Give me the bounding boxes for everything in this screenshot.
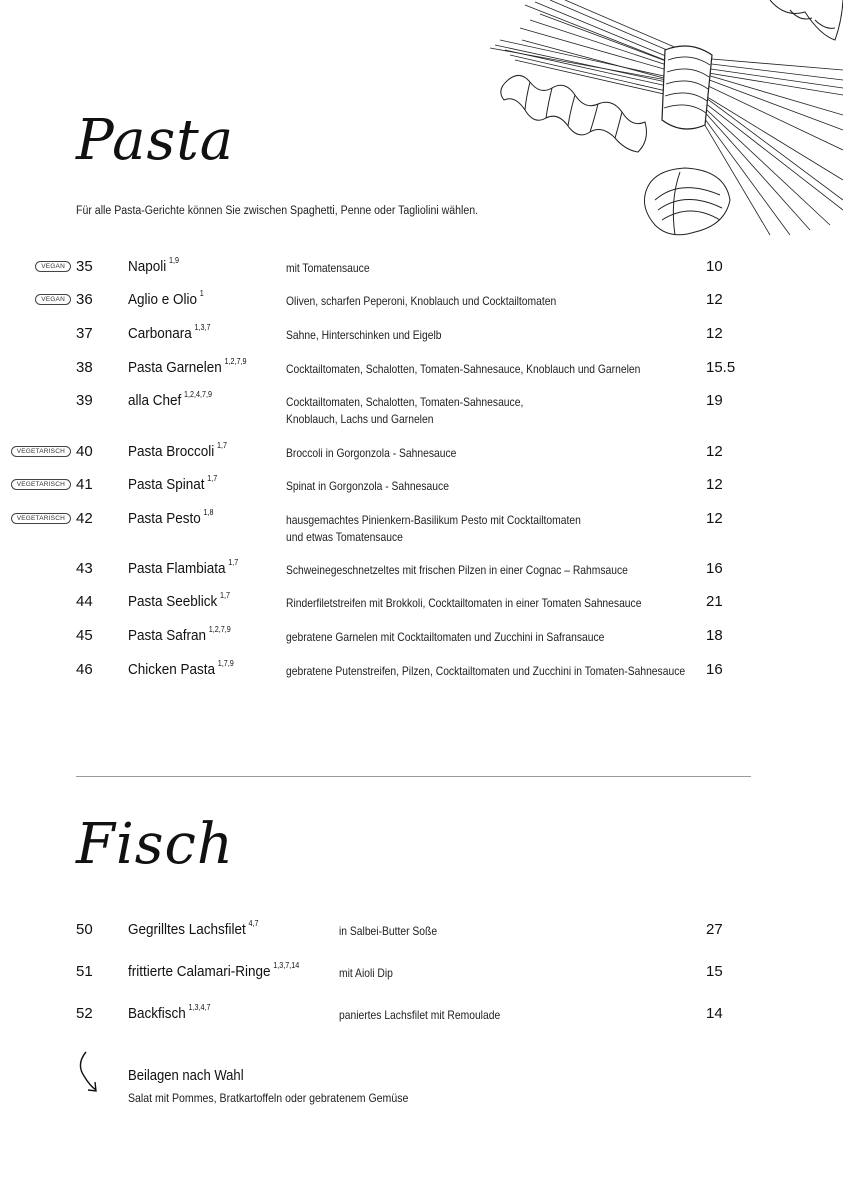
item-description: [286, 562, 628, 579]
item-name: [128, 476, 217, 493]
item-description-line1: Sahne, Hinterschinken und Eigelb: [286, 328, 442, 342]
item-price: 12: [706, 510, 723, 527]
fisch-section-title: Fisch: [76, 812, 234, 877]
item-description: [286, 478, 449, 495]
item-name-text: Pasta Broccoli: [128, 443, 215, 460]
menu-item-row: [0, 661, 843, 691]
menu-item-row: [0, 508, 843, 544]
item-number: 50: [76, 921, 93, 938]
shell-pasta-icon: [644, 168, 730, 235]
item-name-text: Pasta Seeblick: [128, 593, 218, 610]
menu-item-row: [0, 1005, 843, 1035]
item-name-text: Carbonara: [128, 325, 192, 342]
item-description: [286, 512, 581, 546]
item-description-line1: hausgemachtes Pinienkern-Basilikum Pesto mit Cocktailtomaten: [286, 513, 581, 527]
menu-item-row: [0, 560, 843, 590]
pasta-intro-text: Für alle Pasta-Gerichte können Sie zwischen Spaghetti, Penne oder Tagliolini wählen.: [76, 205, 479, 217]
menu-item-row: [0, 443, 843, 473]
item-description: [286, 260, 370, 277]
diet-badge: VEGETARISCH: [11, 479, 71, 490]
item-description: [286, 445, 456, 462]
item-name: [128, 258, 179, 275]
item-name: [128, 325, 211, 342]
item-name-text: Pasta Safran: [128, 627, 207, 644]
item-number: 46: [76, 661, 93, 678]
item-name: [128, 291, 204, 308]
item-name-text: Pasta Spinat: [128, 476, 205, 493]
farfalle-icon: [770, 0, 843, 40]
item-name-text: Backfisch: [128, 1005, 186, 1022]
item-name-text: Pasta Garnelen: [128, 359, 222, 376]
item-number: 40: [76, 443, 93, 460]
item-name: [128, 510, 214, 527]
item-price: 12: [706, 443, 723, 460]
allergen-codes: 1,2,7,9: [208, 625, 231, 634]
item-name: [128, 1005, 211, 1022]
diet-badge: VEGAN: [35, 294, 71, 305]
item-description-line1: Spinat in Gorgonzola - Sahnesauce: [286, 479, 449, 493]
item-description: [286, 595, 641, 612]
diet-badge: VEGAN: [35, 261, 71, 272]
allergen-codes: 1,2,7,9: [224, 357, 247, 366]
allergen-codes: 4,7: [248, 919, 259, 928]
pasta-section-title: Pasta: [76, 108, 235, 173]
item-description: paniertes Lachsfilet mit Remoulade: [339, 1008, 501, 1022]
item-name-text: alla Chef: [128, 392, 182, 409]
item-price: 12: [706, 325, 723, 342]
beilagen-title: Beilagen nach Wahl: [128, 1068, 244, 1084]
item-number: 51: [76, 963, 93, 980]
item-price: 14: [706, 1005, 723, 1022]
item-name-text: Chicken Pasta: [128, 661, 216, 678]
item-description-line1: gebratene Garnelen mit Cocktailtomaten und Zucchini in Safransauce: [286, 630, 605, 644]
item-description-line1: Cocktailtomaten, Schalotten, Tomaten-Sahnesauce, Knoblauch und Garnelen: [286, 362, 641, 376]
item-description-line1: Cocktailtomaten, Schalotten, Tomaten-Sahnesauce,: [286, 395, 524, 409]
menu-item-row: [0, 963, 843, 993]
allergen-codes: 1,3,7,14: [273, 961, 300, 970]
item-description-line1: Schweinegeschnetzeltes mit frischen Pilzen in einer Cognac – Rahmsauce: [286, 563, 628, 577]
item-name: [128, 593, 230, 610]
item-description: [286, 394, 523, 428]
item-price: 19: [706, 392, 723, 409]
beilagen-text: Salat mit Pommes, Bratkartoffeln oder gebratenem Gemüse: [128, 1091, 409, 1105]
menu-item-row: [0, 921, 843, 951]
menu-item-row: [0, 359, 843, 389]
menu-item-row: [0, 476, 843, 506]
item-description-line1: Broccoli in Gorgonzola - Sahnesauce: [286, 446, 457, 460]
item-name: [128, 921, 259, 938]
allergen-codes: 1: [199, 289, 204, 298]
item-description-line1: gebratene Putenstreifen, Pilzen, Cocktailtomaten und Zucchini in Tomaten-Sahnesauce: [286, 664, 686, 678]
menu-item-row: [0, 390, 843, 426]
menu-item-row: [0, 258, 843, 288]
item-description: [286, 663, 685, 680]
item-description: mit Aioli Dip: [339, 966, 393, 980]
item-number: 43: [76, 560, 93, 577]
item-description: [286, 629, 604, 646]
item-description: in Salbei-Butter Soße: [339, 924, 438, 938]
allergen-codes: 1,3,7: [194, 323, 211, 332]
item-name: [128, 963, 299, 980]
menu-item-row: [0, 291, 843, 321]
item-name: [128, 560, 238, 577]
item-description-line2: Knoblauch, Lachs und Garnelen: [286, 412, 434, 426]
allergen-codes: 1,7: [228, 558, 239, 567]
item-number: 35: [76, 258, 93, 275]
item-number: 42: [76, 510, 93, 527]
item-description-line2: und etwas Tomatensauce: [286, 530, 403, 544]
allergen-codes: 1,7,9: [217, 659, 234, 668]
menu-item-row: [0, 627, 843, 657]
fusilli-icon: [501, 75, 647, 152]
item-number: 41: [76, 476, 93, 493]
item-price: 15.5: [706, 359, 736, 376]
allergen-codes: 1,7: [207, 474, 218, 483]
pasta-illustration-icon: [490, 0, 843, 250]
item-number: 38: [76, 359, 93, 376]
item-number: 52: [76, 1005, 93, 1022]
item-description-line1: mit Tomatensauce: [286, 261, 370, 275]
diet-badge: VEGETARISCH: [11, 513, 71, 524]
allergen-codes: 1,7: [220, 591, 231, 600]
allergen-codes: 1,2,4,7,9: [183, 390, 213, 399]
item-name-text: Aglio e Olio: [128, 291, 198, 308]
diet-badge: VEGETARISCH: [11, 446, 71, 457]
allergen-codes: 1,7: [216, 441, 227, 450]
item-description: [286, 327, 441, 344]
item-price: 18: [706, 627, 723, 644]
item-number: 44: [76, 593, 93, 610]
item-name: [128, 443, 227, 460]
item-name-text: Pasta Pesto: [128, 510, 201, 527]
item-name-text: frittierte Calamari-Ringe: [128, 963, 271, 980]
allergen-codes: 1,8: [203, 508, 214, 517]
item-name-text: Pasta Flambiata: [128, 560, 226, 577]
section-divider: [76, 776, 751, 777]
item-name: [128, 627, 231, 644]
item-name: [128, 661, 234, 678]
item-number: 45: [76, 627, 93, 644]
item-name: [128, 359, 247, 376]
item-price: 27: [706, 921, 723, 938]
item-description-line1: Oliven, scharfen Peperoni, Knoblauch und Cocktailtomaten: [286, 294, 557, 308]
item-description-line1: Rinderfiletstreifen mit Brokkoli, Cocktailtomaten in einer Tomaten Sahnesauce: [286, 596, 642, 610]
item-price: 16: [706, 560, 723, 577]
curved-arrow-icon: [78, 1050, 104, 1094]
item-price: 16: [706, 661, 723, 678]
item-description: [286, 293, 556, 310]
item-price: 10: [706, 258, 723, 275]
item-number: 37: [76, 325, 93, 342]
item-name-text: Napoli: [128, 258, 167, 275]
item-name: [128, 392, 212, 409]
item-name-text: Gegrilltes Lachsfilet: [128, 921, 246, 938]
menu-item-row: [0, 593, 843, 623]
item-description: [286, 361, 640, 378]
item-price: 15: [706, 963, 723, 980]
item-number: 36: [76, 291, 93, 308]
item-price: 12: [706, 476, 723, 493]
item-price: 12: [706, 291, 723, 308]
allergen-codes: 1,9: [168, 256, 179, 265]
menu-item-row: [0, 325, 843, 355]
item-price: 21: [706, 593, 723, 610]
item-number: 39: [76, 392, 93, 409]
allergen-codes: 1,3,4,7: [188, 1003, 211, 1012]
